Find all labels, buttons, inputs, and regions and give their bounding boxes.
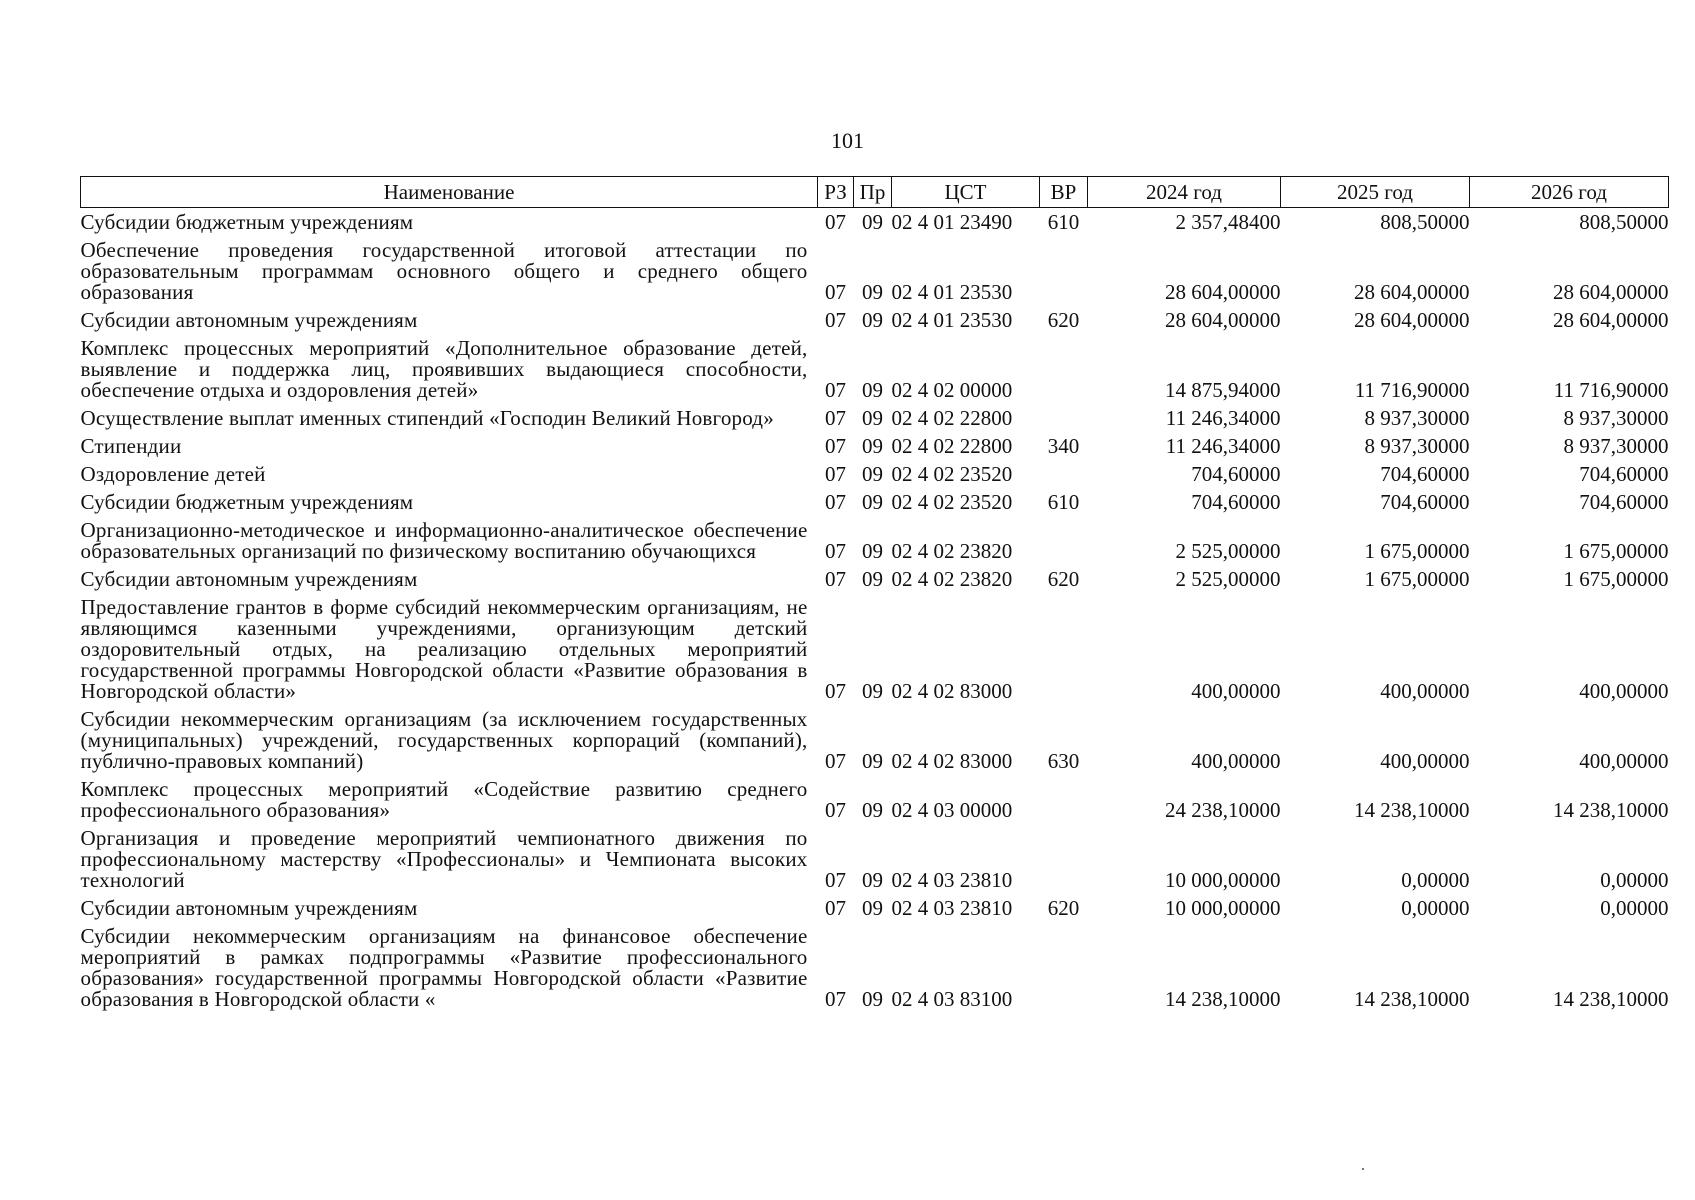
cell-vr: 610 bbox=[1047, 490, 1080, 514]
table-row bbox=[81, 488, 1669, 516]
cell-name: Организация и проведение мероприятий чемпионатного движения по профессиональному мастерству «Профессионалы» и Чемпионата высоких технологий bbox=[80, 826, 808, 892]
cell-2026: 808,50000 bbox=[1579, 210, 1669, 234]
cell-rz: 07 bbox=[825, 679, 846, 703]
cell-rz: 07 bbox=[825, 462, 846, 486]
cell-2026: 0,00000 bbox=[1600, 896, 1669, 920]
cell-cst: 02 4 01 23530 bbox=[891, 308, 1013, 332]
cell-2026: 8 937,30000 bbox=[1563, 406, 1669, 430]
cell-rz: 07 bbox=[825, 210, 846, 234]
cell-rz: 07 bbox=[825, 308, 846, 332]
cell-2025: 400,00000 bbox=[1380, 679, 1470, 703]
cell-2026: 14 238,10000 bbox=[1553, 987, 1669, 1011]
cell-pr: 09 bbox=[862, 539, 883, 563]
table-row bbox=[81, 404, 1669, 432]
cell-name: Субсидии автономным учреждениям bbox=[80, 308, 418, 332]
cell-rz: 07 bbox=[825, 567, 846, 591]
cell-pr: 09 bbox=[862, 280, 883, 304]
cell-rz: 07 bbox=[825, 434, 846, 458]
cell-2026: 8 937,30000 bbox=[1563, 434, 1669, 458]
cell-name: Предоставление грантов в форме субсидий некоммерческим организациям, не являющимся казенными учреждениями, организующим детский оздоровительный отдых, на реализацию отдельных мероприятий государственной программы Новгородской области «Развитие образования в Новгородской области» bbox=[80, 595, 808, 703]
cell-name: Субсидии некоммерческим организациям на финансовое обеспечение мероприятий в рамках подпрограммы «Развитие профессионального образования» государственной программы Новгородской области «Развитие образования в Новгородской области « bbox=[80, 924, 808, 1011]
cell-cst: 02 4 02 23820 bbox=[891, 567, 1013, 591]
cell-pr: 09 bbox=[862, 308, 883, 332]
table-row bbox=[81, 824, 1669, 894]
cell-cst: 02 4 02 83000 bbox=[891, 749, 1013, 773]
cell-2025: 704,60000 bbox=[1380, 490, 1470, 514]
cell-2025: 1 675,00000 bbox=[1364, 567, 1470, 591]
cell-name: Обеспечение проведения государственной итоговой аттестации по образовательным программам основного общего и среднего общего образования bbox=[80, 238, 808, 304]
cell-cst: 02 4 03 23810 bbox=[891, 868, 1013, 892]
cell-2024: 2 525,00000 bbox=[1175, 567, 1281, 591]
cell-2024: 10 000,00000 bbox=[1165, 896, 1281, 920]
cell-name: Оздоровление детей bbox=[80, 462, 266, 486]
cell-pr: 09 bbox=[862, 868, 883, 892]
cell-2025: 1 675,00000 bbox=[1364, 539, 1470, 563]
cell-cst: 02 4 03 83100 bbox=[891, 987, 1013, 1011]
cell-pr: 09 bbox=[862, 462, 883, 486]
header-2026: 2026 год bbox=[1470, 177, 1669, 208]
cell-2025: 0,00000 bbox=[1401, 896, 1470, 920]
table-row bbox=[81, 705, 1669, 775]
cell-2026: 28 604,00000 bbox=[1553, 308, 1669, 332]
cell-rz: 07 bbox=[825, 280, 846, 304]
cell-cst: 02 4 02 22800 bbox=[891, 434, 1013, 458]
cell-2024: 400,00000 bbox=[1191, 749, 1281, 773]
cell-2024: 400,00000 bbox=[1191, 679, 1281, 703]
table-row bbox=[81, 894, 1669, 922]
cell-vr bbox=[1040, 404, 1088, 432]
cell-pr: 09 bbox=[862, 679, 883, 703]
cell-2026: 704,60000 bbox=[1579, 462, 1669, 486]
cell-name: Организационно-методическое и информационно-аналитическое обеспечение образовательных организаций по физическому воспитанию обучающихся bbox=[80, 518, 808, 563]
budget-table bbox=[80, 176, 1669, 1013]
cell-rz: 07 bbox=[825, 896, 846, 920]
cell-2024: 704,60000 bbox=[1191, 462, 1281, 486]
cell-2025: 14 238,10000 bbox=[1354, 987, 1470, 1011]
cell-name: Субсидии автономным учреждениям bbox=[80, 567, 418, 591]
header-cst: ЦСТ bbox=[892, 177, 1040, 208]
cell-2025: 8 937,30000 bbox=[1364, 406, 1470, 430]
cell-2025: 0,00000 bbox=[1401, 868, 1470, 892]
cell-vr bbox=[1040, 824, 1088, 894]
table-row bbox=[81, 306, 1669, 334]
table-row bbox=[81, 236, 1669, 306]
header-pr: Пр bbox=[854, 177, 892, 208]
cell-pr: 09 bbox=[862, 567, 883, 591]
cell-2024: 11 246,34000 bbox=[1165, 434, 1281, 458]
cell-2025: 8 937,30000 bbox=[1364, 434, 1470, 458]
cell-2025: 28 604,00000 bbox=[1354, 308, 1470, 332]
cell-name: Комплекс процессных мероприятий «Дополнительное образование детей, выявление и поддержка лиц, проявивших выдающиеся способности, обеспечение отдыха и оздоровления детей» bbox=[80, 336, 808, 402]
cell-pr: 09 bbox=[862, 434, 883, 458]
table-row bbox=[81, 460, 1669, 488]
cell-2024: 28 604,00000 bbox=[1165, 280, 1281, 304]
cell-cst: 02 4 03 00000 bbox=[891, 798, 1013, 822]
cell-pr: 09 bbox=[862, 490, 883, 514]
cell-vr bbox=[1040, 460, 1088, 488]
cell-pr: 09 bbox=[862, 749, 883, 773]
cell-2025: 400,00000 bbox=[1380, 749, 1470, 773]
cell-2024: 24 238,10000 bbox=[1165, 798, 1281, 822]
cell-pr: 09 bbox=[862, 406, 883, 430]
cell-2026: 400,00000 bbox=[1579, 749, 1669, 773]
cell-2025: 11 716,90000 bbox=[1354, 378, 1470, 402]
header-vr: ВР bbox=[1040, 177, 1088, 208]
header-2024: 2024 год bbox=[1088, 177, 1281, 208]
cell-rz: 07 bbox=[825, 539, 846, 563]
cell-2024: 2 357,48400 bbox=[1175, 210, 1281, 234]
table-row bbox=[81, 775, 1669, 824]
cell-2024: 14 238,10000 bbox=[1165, 987, 1281, 1011]
cell-rz: 07 bbox=[825, 490, 846, 514]
cell-pr: 09 bbox=[862, 798, 883, 822]
cell-name: Субсидии бюджетным учреждениям bbox=[80, 490, 414, 514]
cell-vr: 340 bbox=[1047, 434, 1080, 458]
cell-vr bbox=[1040, 922, 1088, 1013]
table-row bbox=[81, 334, 1669, 404]
cell-vr: 610 bbox=[1047, 210, 1080, 234]
cell-name: Субсидии некоммерческим организациям (за исключением государственных (муниципальных) учреждений, государственных корпораций (компаний), публично-правовых компаний) bbox=[80, 707, 808, 773]
cell-vr: 620 bbox=[1047, 567, 1080, 591]
table-row bbox=[81, 432, 1669, 460]
cell-2024: 2 525,00000 bbox=[1175, 539, 1281, 563]
cell-cst: 02 4 02 23820 bbox=[891, 539, 1013, 563]
header-name: Наименование bbox=[81, 177, 818, 208]
cell-2026: 1 675,00000 bbox=[1563, 567, 1669, 591]
cell-rz: 07 bbox=[825, 406, 846, 430]
cell-2025: 28 604,00000 bbox=[1354, 280, 1470, 304]
table-header-row bbox=[81, 177, 1669, 208]
cell-pr: 09 bbox=[862, 210, 883, 234]
header-2025: 2025 год bbox=[1281, 177, 1470, 208]
cell-vr bbox=[1040, 593, 1088, 705]
cell-2026: 14 238,10000 bbox=[1553, 798, 1669, 822]
table-row bbox=[81, 516, 1669, 565]
cell-rz: 07 bbox=[825, 868, 846, 892]
cell-cst: 02 4 01 23490 bbox=[891, 210, 1013, 234]
cell-cst: 02 4 02 23520 bbox=[891, 490, 1013, 514]
cell-2026: 704,60000 bbox=[1579, 490, 1669, 514]
cell-2025: 14 238,10000 bbox=[1354, 798, 1470, 822]
cell-2026: 28 604,00000 bbox=[1553, 280, 1669, 304]
header-rz: РЗ bbox=[818, 177, 854, 208]
cell-vr bbox=[1040, 516, 1088, 565]
table-row bbox=[81, 208, 1669, 237]
cell-2026: 400,00000 bbox=[1579, 679, 1669, 703]
cell-vr: 620 bbox=[1047, 896, 1080, 920]
scan-speck bbox=[1362, 1168, 1364, 1170]
cell-2026: 1 675,00000 bbox=[1563, 539, 1669, 563]
table-row bbox=[81, 593, 1669, 705]
cell-2024: 11 246,34000 bbox=[1165, 406, 1281, 430]
cell-name: Комплекс процессных мероприятий «Содействие развитию среднего профессионального образования» bbox=[80, 777, 808, 822]
cell-rz: 07 bbox=[825, 749, 846, 773]
table-body bbox=[81, 208, 1669, 1014]
cell-2024: 10 000,00000 bbox=[1165, 868, 1281, 892]
cell-pr: 09 bbox=[862, 896, 883, 920]
cell-2026: 0,00000 bbox=[1600, 868, 1669, 892]
cell-pr: 09 bbox=[862, 378, 883, 402]
cell-cst: 02 4 02 23520 bbox=[891, 462, 1013, 486]
cell-2025: 704,60000 bbox=[1380, 462, 1470, 486]
cell-2024: 704,60000 bbox=[1191, 490, 1281, 514]
cell-2024: 14 875,94000 bbox=[1165, 378, 1281, 402]
cell-vr: 630 bbox=[1047, 749, 1080, 773]
cell-rz: 07 bbox=[825, 987, 846, 1011]
cell-rz: 07 bbox=[825, 798, 846, 822]
cell-vr: 620 bbox=[1047, 308, 1080, 332]
cell-cst: 02 4 01 23530 bbox=[891, 280, 1013, 304]
cell-name: Субсидии автономным учреждениям bbox=[80, 896, 418, 920]
cell-cst: 02 4 02 22800 bbox=[891, 406, 1013, 430]
cell-rz: 07 bbox=[825, 378, 846, 402]
cell-2026: 11 716,90000 bbox=[1553, 378, 1669, 402]
cell-2025: 808,50000 bbox=[1380, 210, 1470, 234]
cell-vr bbox=[1040, 775, 1088, 824]
cell-name: Осуществление выплат именных стипендий «Господин Великий Новгород» bbox=[80, 406, 774, 430]
cell-pr: 09 bbox=[862, 987, 883, 1011]
cell-cst: 02 4 02 83000 bbox=[891, 679, 1013, 703]
cell-cst: 02 4 03 23810 bbox=[891, 896, 1013, 920]
table-row bbox=[81, 565, 1669, 593]
cell-name: Субсидии бюджетным учреждениям bbox=[80, 210, 414, 234]
cell-name: Стипендии bbox=[80, 434, 182, 458]
cell-vr bbox=[1040, 236, 1088, 306]
page-number: 101 bbox=[831, 128, 864, 153]
cell-vr bbox=[1040, 334, 1088, 404]
cell-2024: 28 604,00000 bbox=[1165, 308, 1281, 332]
cell-cst: 02 4 02 00000 bbox=[891, 378, 1013, 402]
table-row bbox=[81, 922, 1669, 1013]
